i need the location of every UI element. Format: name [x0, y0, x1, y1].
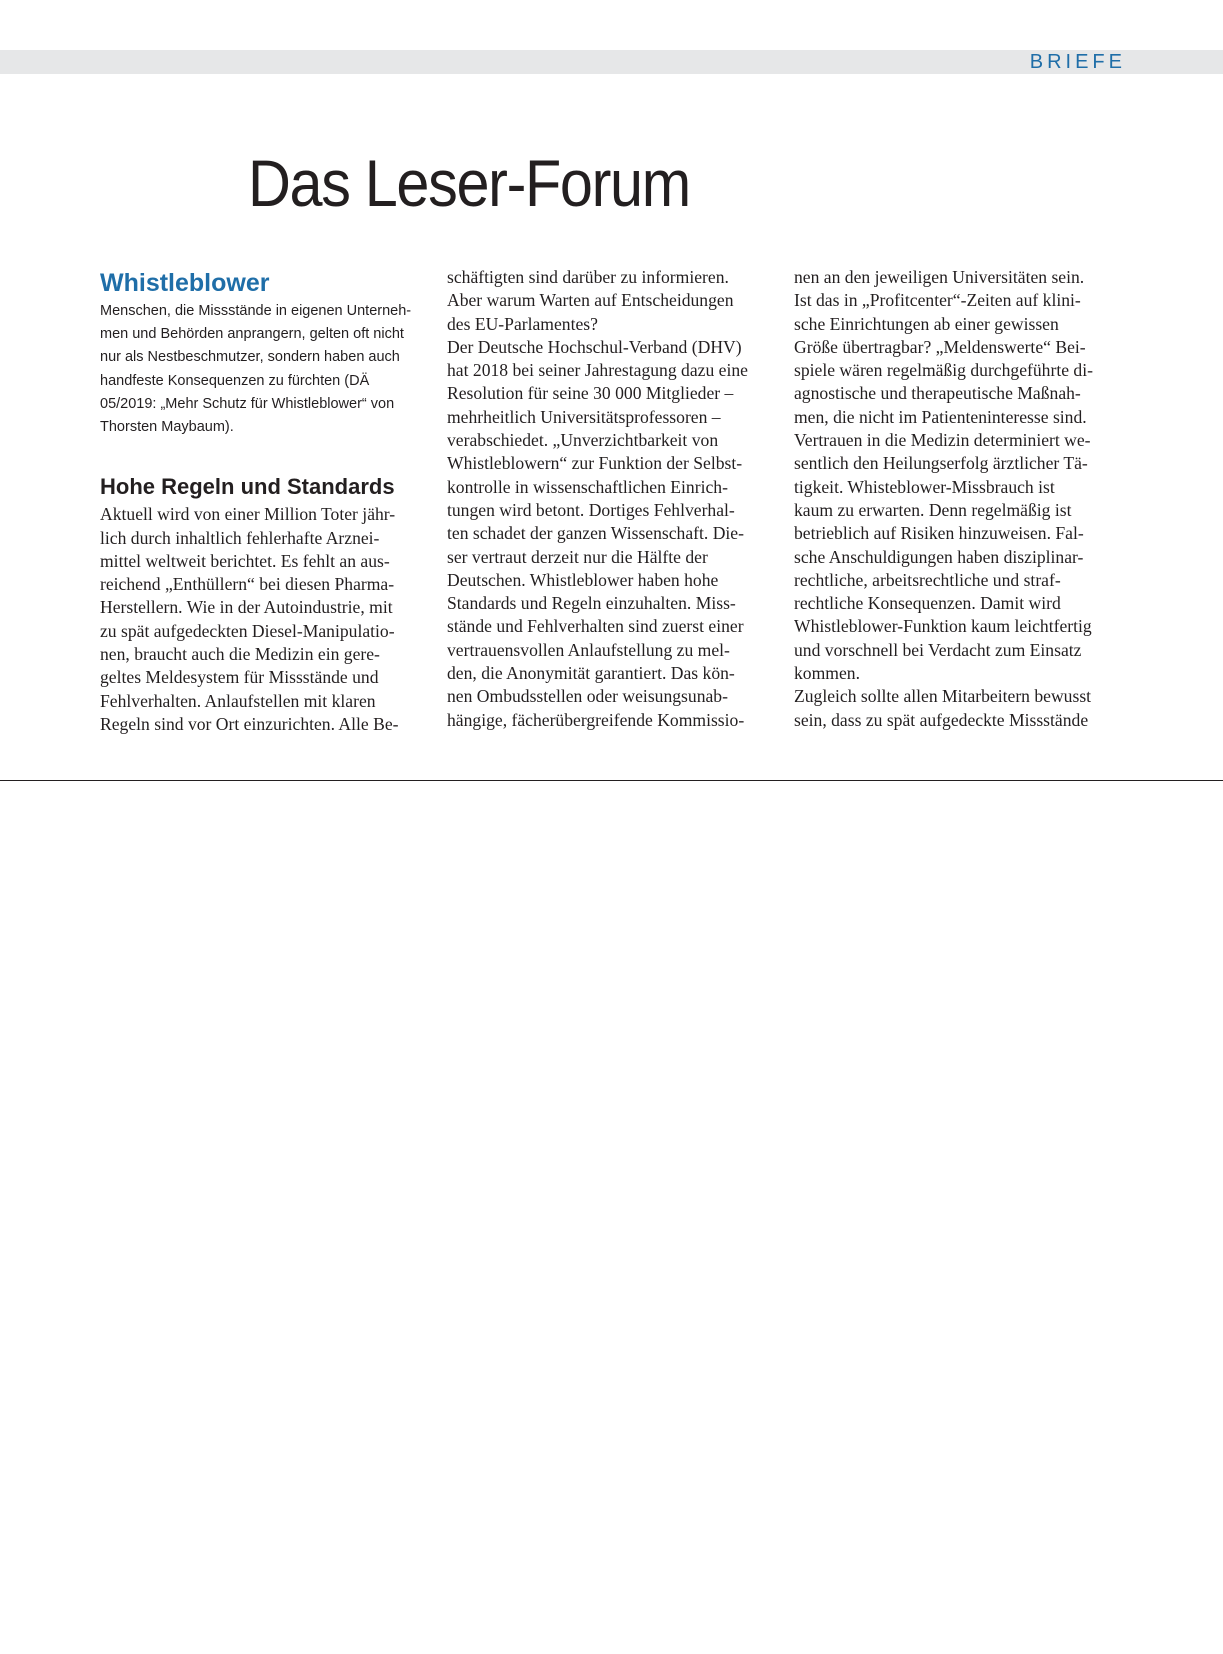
text-line: sentlich den Heilungserfolg ärztlicher Tä-	[794, 453, 1088, 474]
text-line: rechtliche Konsequenzen. Damit wird	[794, 593, 1061, 614]
page-title: Das Leser-Forum	[248, 146, 690, 220]
text-line: sein, dass zu spät aufgedeckte Missstände	[794, 709, 1089, 730]
text-line: den, die Anonymität garantiert. Das kön-	[447, 663, 735, 684]
text-line: stände und Fehlverhalten sind zuerst einer	[447, 616, 744, 637]
text-line: sche Anschuldigungen haben disziplinar-	[794, 546, 1084, 567]
text-line: Fehlverhalten. Anlaufstellen mit klaren	[100, 690, 376, 711]
intro-line: handfeste Konsequenzen zu fürchten (DÄ	[100, 372, 370, 389]
article-intro	[100, 300, 430, 439]
text-line: mehrheitlich Universitätsprofessoren –	[447, 406, 721, 427]
text-line: kontrolle in wissenschaftlichen Einrich-	[447, 476, 728, 497]
text-line: Zugleich sollte allen Mitarbeitern bewusst	[794, 686, 1092, 707]
text-line: Der Deutsche Hochschul-Verband (DHV)	[447, 336, 742, 357]
intro-line: Thorsten Maybaum).	[100, 419, 234, 436]
section-label: BRIEFE	[1029, 51, 1126, 73]
intro-line: nur als Nestbeschmutzer, sondern haben auch	[100, 349, 400, 366]
letter-text-column-3	[794, 266, 1124, 732]
article-kicker: Whistleblower	[100, 269, 270, 297]
letter-text-column-2	[447, 266, 777, 732]
text-line: Ist das in „Profitcenter“-Zeiten auf klini-	[794, 290, 1081, 311]
text-line: Resolution für seine 30 000 Mitglieder –	[447, 383, 734, 404]
text-line: hat 2018 bei seiner Jahrestagung dazu eine	[447, 360, 748, 381]
text-line: ten schadet der ganzen Wissenschaft. Die-	[447, 523, 744, 544]
text-line: lich durch inhaltlich fehlerhafte Arznei-	[100, 527, 380, 548]
text-line: kommen.	[794, 663, 860, 684]
text-line: Aber warum Warten auf Entscheidungen	[447, 290, 734, 311]
text-line: hängige, fächerübergreifende Kommissio-	[447, 709, 745, 730]
bottom-divider	[0, 780, 1223, 781]
text-line: men, die nicht im Patienteninteresse sind.	[794, 406, 1087, 427]
text-line: vertrauensvollen Anlaufstellung zu mel-	[447, 639, 730, 660]
text-line: Vertrauen in die Medizin determiniert we-	[794, 430, 1091, 451]
text-line: Standards und Regeln einzuhalten. Miss-	[447, 593, 736, 614]
article-column-2	[447, 266, 777, 732]
text-line: Whistleblower-Funktion kaum leichtfertig	[794, 616, 1092, 637]
text-line: Herstellern. Wie in der Autoindustrie, mit	[100, 597, 393, 618]
text-line: agnostische und therapeutische Maßnah-	[794, 383, 1081, 404]
text-line: rechtliche, arbeitsrechtliche und straf-	[794, 569, 1061, 590]
text-line: zu spät aufgedeckten Diesel-Manipulatio-	[100, 620, 395, 641]
text-line: ser vertraut derzeit nur die Hälfte der	[447, 546, 708, 567]
text-line: reichend „Enthüllern“ bei diesen Pharma-	[100, 574, 395, 595]
letter-text-column-1	[100, 503, 430, 736]
text-line: nen, braucht auch die Medizin ein gere-	[100, 644, 380, 664]
text-line: nen Ombudsstellen oder weisungsunab-	[447, 686, 728, 707]
text-line: und vorschnell bei Verdacht zum Einsatz	[794, 639, 1082, 660]
text-line: des EU-Parlamentes?	[447, 313, 598, 334]
text-line: schäftigten sind darüber zu informieren.	[447, 267, 729, 287]
text-line: sche Einrichtungen ab einer gewissen	[794, 313, 1059, 334]
text-line: kaum zu erwarten. Denn regelmäßig ist	[794, 499, 1072, 520]
text-line: tigkeit. Whisteblower-Missbrauch ist	[794, 476, 1055, 497]
text-line: spiele wären regelmäßig durchgeführte di-	[794, 360, 1093, 381]
text-line: Größe übertragbar? „Meldenswerte“ Bei-	[794, 336, 1086, 357]
intro-line: 05/2019: „Mehr Schutz für Whistleblower“ von	[100, 395, 395, 412]
article-column-1	[100, 266, 430, 736]
text-line: betrieblich auf Risiken hinzuweisen. Fal-	[794, 523, 1084, 544]
text-line: Deutschen. Whistleblower haben hohe	[447, 569, 719, 590]
text-line: Aktuell wird von einer Million Toter jähr-	[100, 504, 396, 525]
text-line: nen an den jeweiligen Universitäten sein.	[794, 267, 1085, 287]
text-line: mittel weltweit berichtet. Es fehlt an aus-	[100, 550, 390, 571]
text-line: Whistleblowern“ zur Funktion der Selbst-	[447, 453, 743, 474]
intro-line: men und Behörden anprangern, gelten oft nicht	[100, 326, 404, 343]
intro-line: Menschen, die Missstände in eigenen Unterneh-	[100, 303, 412, 319]
article-column-3	[794, 266, 1124, 732]
text-line: geltes Meldesystem für Missstände und	[100, 667, 379, 688]
text-line: Regeln sind vor Ort einzurichten. Alle Be-	[100, 713, 399, 734]
letter-heading: Hohe Regeln und Standards	[100, 474, 395, 500]
text-line: verabschiedet. „Unverzichtbarkeit von	[447, 430, 719, 451]
text-line: tungen wird betont. Dortiges Fehlverhal-	[447, 499, 735, 520]
